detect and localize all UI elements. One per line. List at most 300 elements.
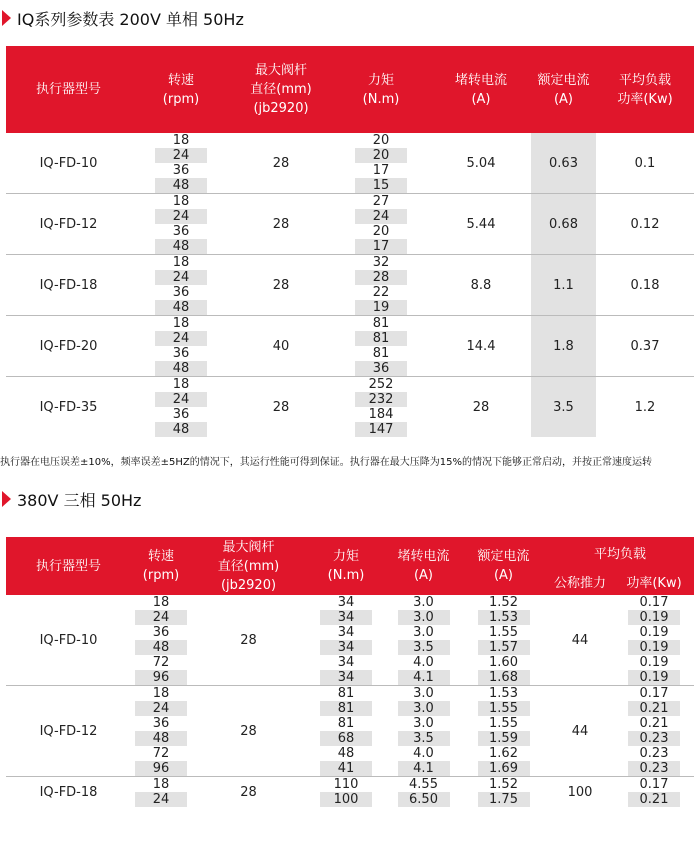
column-header-line: 功率(Kw) bbox=[626, 575, 682, 591]
torque-cell bbox=[331, 163, 431, 178]
column-header-line: 转速 bbox=[147, 549, 174, 564]
column-header-line: (N.m) bbox=[327, 568, 365, 583]
torque-value: 34 bbox=[320, 610, 372, 625]
rated-current-cell bbox=[461, 686, 546, 702]
column-header-line: 额定电流 bbox=[537, 72, 590, 88]
column-header bbox=[461, 537, 546, 595]
speed-value: 36 bbox=[172, 407, 190, 422]
triangle-marker-icon bbox=[2, 10, 11, 26]
rated-current-value: 1.69 bbox=[478, 761, 530, 776]
column-header-line: 公称推力 bbox=[553, 575, 606, 591]
torque-cell bbox=[331, 239, 431, 255]
speed-value: 18 bbox=[172, 316, 190, 331]
speed-cell bbox=[131, 316, 231, 332]
speed-value: 36 bbox=[172, 224, 190, 239]
column-header-line: 直径(mm) bbox=[217, 558, 280, 574]
power-value: 0.19 bbox=[639, 625, 669, 640]
rated-current-cell bbox=[461, 701, 546, 716]
column-header bbox=[531, 46, 596, 133]
speed-value: 36 bbox=[172, 346, 190, 361]
power-cell bbox=[614, 746, 694, 761]
stall-current-cell bbox=[386, 670, 461, 686]
power-value: 0.21 bbox=[628, 701, 680, 716]
stall-current-cell: 5.04 bbox=[466, 155, 496, 171]
speed-value: 36 bbox=[152, 716, 170, 731]
speed-cell bbox=[131, 731, 191, 746]
column-header bbox=[191, 537, 306, 595]
power-cell bbox=[614, 716, 694, 731]
torque-cell bbox=[331, 194, 431, 210]
rated-current-value: 1.59 bbox=[478, 731, 530, 746]
stall-current-value: 3.0 bbox=[413, 686, 434, 701]
rated-current-value: 1.68 bbox=[478, 670, 530, 685]
torque-cell bbox=[306, 731, 386, 746]
torque-cell bbox=[331, 392, 431, 407]
stall-current-value: 4.55 bbox=[409, 777, 438, 792]
speed-value: 18 bbox=[172, 194, 190, 209]
column-header bbox=[131, 537, 191, 595]
diameter-cell: 28 bbox=[240, 632, 257, 648]
column-header bbox=[596, 46, 694, 133]
torque-value: 17 bbox=[372, 163, 390, 178]
stall-current-cell: 14.4 bbox=[431, 316, 531, 377]
speed-cell bbox=[131, 270, 231, 285]
rated-current-cell: 3.5 bbox=[531, 377, 596, 438]
torque-cell bbox=[331, 148, 431, 163]
triangle-marker-icon bbox=[2, 491, 11, 507]
torque-cell bbox=[306, 716, 386, 731]
model-cell: IQ-FD-10 bbox=[39, 632, 98, 648]
power-cell bbox=[614, 792, 694, 807]
stall-current-cell bbox=[386, 625, 461, 640]
model-cell: IQ-FD-12 bbox=[6, 686, 131, 777]
column-header-line: (jb2920) bbox=[220, 577, 277, 593]
speed-cell bbox=[131, 686, 191, 702]
rated-current-cell bbox=[461, 610, 546, 625]
torque-value: 232 bbox=[355, 392, 407, 407]
speed-cell bbox=[131, 377, 231, 393]
torque-value: 68 bbox=[320, 731, 372, 746]
speed-value: 48 bbox=[155, 361, 207, 376]
speed-value: 18 bbox=[172, 377, 190, 392]
section1-title-text: IQ系列参数表 200V 单相 50Hz bbox=[17, 9, 244, 29]
torque-value: 32 bbox=[372, 255, 390, 270]
stall-current-cell bbox=[386, 701, 461, 716]
power-value: 0.19 bbox=[628, 670, 680, 685]
speed-cell bbox=[131, 209, 231, 224]
stall-current-cell bbox=[386, 655, 461, 670]
rated-current-value: 1.52 bbox=[489, 777, 518, 792]
speed-cell bbox=[131, 255, 231, 271]
rated-current-value: 1.55 bbox=[489, 625, 518, 640]
stall-current-cell bbox=[386, 761, 461, 777]
power-cell: 0.37 bbox=[596, 316, 694, 377]
speed-value: 48 bbox=[135, 731, 187, 746]
torque-value: 27 bbox=[372, 194, 390, 209]
power-cell bbox=[614, 731, 694, 746]
torque-value: 24 bbox=[355, 209, 407, 224]
section2-title bbox=[2, 484, 141, 514]
stall-current-value: 6.50 bbox=[398, 792, 450, 807]
torque-value: 147 bbox=[355, 422, 407, 437]
torque-cell bbox=[331, 422, 431, 437]
table-row bbox=[6, 255, 694, 271]
stall-current-value: 3.0 bbox=[413, 595, 434, 610]
power-value: 0.17 bbox=[639, 686, 669, 701]
stall-current-cell bbox=[386, 792, 461, 807]
column-header-line: (A) bbox=[471, 91, 491, 107]
torque-cell bbox=[331, 209, 431, 224]
torque-value: 81 bbox=[337, 716, 355, 731]
column-header-line: 最大阀杆 bbox=[222, 539, 275, 555]
speed-value: 18 bbox=[172, 255, 190, 270]
column-header bbox=[231, 46, 331, 133]
section2-title-text: 380V 三相 50Hz bbox=[17, 490, 142, 510]
stall-current-cell bbox=[386, 777, 461, 793]
speed-value: 24 bbox=[155, 392, 207, 407]
stall-current-value: 4.1 bbox=[398, 670, 450, 685]
column-header bbox=[431, 46, 531, 133]
model-cell: IQ-FD-10 bbox=[39, 155, 98, 171]
rated-current-value: 1.53 bbox=[489, 686, 518, 701]
column-header-line: 平均负载 bbox=[594, 546, 647, 562]
stall-current-cell bbox=[386, 731, 461, 746]
torque-cell bbox=[306, 746, 386, 761]
rated-current-cell bbox=[461, 716, 546, 731]
stall-current-value: 3.5 bbox=[398, 640, 450, 655]
rated-current-cell bbox=[461, 731, 546, 746]
thrust-cell: 100 bbox=[546, 777, 614, 808]
power-cell bbox=[614, 670, 694, 686]
power-cell bbox=[614, 777, 694, 793]
column-header-line: 最大阀杆 bbox=[254, 63, 307, 78]
column-header bbox=[306, 537, 386, 595]
torque-value: 19 bbox=[355, 300, 407, 315]
torque-cell bbox=[306, 595, 386, 610]
torque-value: 100 bbox=[320, 792, 372, 807]
speed-cell bbox=[131, 346, 231, 361]
speed-value: 24 bbox=[135, 610, 187, 625]
speed-cell bbox=[131, 655, 191, 670]
column-header-line: 执行器型号 bbox=[35, 558, 101, 574]
torque-value: 81 bbox=[355, 331, 407, 346]
speed-value: 18 bbox=[152, 777, 170, 792]
stall-current-cell bbox=[386, 686, 461, 702]
speed-value: 36 bbox=[172, 285, 190, 300]
torque-cell bbox=[306, 625, 386, 640]
torque-value: 28 bbox=[355, 270, 407, 285]
torque-value: 41 bbox=[320, 761, 372, 776]
table-row bbox=[6, 686, 694, 702]
speed-value: 18 bbox=[152, 595, 170, 610]
speed-cell bbox=[131, 422, 231, 437]
speed-value: 24 bbox=[155, 148, 207, 163]
power-cell: 0.12 bbox=[596, 194, 694, 255]
power-cell bbox=[614, 640, 694, 655]
rated-current-cell: 0.68 bbox=[531, 194, 596, 255]
rated-current-cell bbox=[461, 655, 546, 670]
torque-value: 81 bbox=[372, 346, 390, 361]
stall-current-cell bbox=[386, 746, 461, 761]
torque-cell bbox=[306, 777, 386, 793]
column-header-line: (A) bbox=[493, 568, 514, 583]
stall-current-value: 3.5 bbox=[398, 731, 450, 746]
table-row bbox=[6, 194, 694, 210]
torque-value: 34 bbox=[320, 640, 372, 655]
rated-current-value: 1.62 bbox=[489, 746, 518, 761]
torque-value: 20 bbox=[372, 133, 390, 148]
table-row bbox=[6, 377, 694, 393]
torque-cell bbox=[306, 640, 386, 655]
column-header bbox=[6, 46, 131, 133]
torque-cell bbox=[331, 285, 431, 300]
speed-value: 72 bbox=[152, 746, 170, 761]
torque-value: 15 bbox=[355, 178, 407, 193]
speed-value: 24 bbox=[135, 792, 187, 807]
speed-value: 36 bbox=[152, 625, 170, 640]
torque-cell bbox=[331, 224, 431, 239]
diameter-cell: 28 bbox=[272, 155, 290, 171]
rated-current-cell bbox=[461, 640, 546, 655]
column-header-line: (jb2920) bbox=[253, 101, 309, 116]
torque-cell bbox=[331, 178, 431, 194]
torque-value: 34 bbox=[337, 625, 355, 640]
torque-cell bbox=[306, 610, 386, 625]
power-value: 0.23 bbox=[628, 731, 680, 746]
torque-value: 81 bbox=[320, 701, 372, 716]
torque-cell bbox=[306, 701, 386, 716]
power-cell bbox=[614, 595, 694, 610]
power-cell bbox=[614, 655, 694, 670]
power-cell: 0.1 bbox=[634, 155, 656, 171]
rated-current-cell bbox=[461, 777, 546, 793]
power-value: 0.19 bbox=[628, 640, 680, 655]
speed-value: 18 bbox=[172, 133, 190, 148]
section1-title bbox=[2, 3, 244, 33]
speed-cell bbox=[131, 746, 191, 761]
stall-current-value: 3.0 bbox=[398, 610, 450, 625]
speed-cell bbox=[131, 178, 231, 194]
column-header-line: 额定电流 bbox=[477, 549, 530, 564]
speed-value: 36 bbox=[172, 163, 190, 178]
torque-cell bbox=[331, 346, 431, 361]
stall-current-value: 4.0 bbox=[413, 746, 434, 761]
diameter-cell: 28 bbox=[231, 194, 331, 255]
speed-cell bbox=[131, 595, 191, 610]
diameter-cell: 28 bbox=[191, 777, 306, 808]
rated-current-cell bbox=[461, 746, 546, 761]
rated-current-cell bbox=[461, 595, 546, 610]
speed-value: 24 bbox=[135, 701, 187, 716]
speed-cell bbox=[131, 792, 191, 807]
stall-current-cell: 28 bbox=[431, 377, 531, 438]
rated-current-value: 1.60 bbox=[489, 655, 518, 670]
speed-cell bbox=[131, 163, 231, 178]
speed-value: 24 bbox=[155, 270, 207, 285]
speed-value: 48 bbox=[155, 422, 207, 437]
torque-cell bbox=[331, 361, 431, 377]
model-cell: IQ-FD-20 bbox=[6, 316, 131, 377]
speed-cell bbox=[131, 392, 231, 407]
torque-cell bbox=[331, 270, 431, 285]
torque-cell bbox=[331, 316, 431, 332]
torque-value: 81 bbox=[337, 686, 355, 701]
torque-value: 17 bbox=[355, 239, 407, 254]
power-cell bbox=[614, 761, 694, 777]
column-header-line: (N.m) bbox=[362, 91, 400, 107]
speed-cell bbox=[131, 407, 231, 422]
model-cell: IQ-FD-18 bbox=[6, 777, 131, 808]
power-cell: 1.2 bbox=[596, 377, 694, 438]
stall-current-value: 3.0 bbox=[413, 716, 434, 731]
column-header bbox=[131, 46, 231, 133]
diameter-cell: 28 bbox=[231, 377, 331, 438]
power-value: 0.19 bbox=[628, 610, 680, 625]
speed-cell bbox=[131, 148, 231, 163]
power-value: 0.21 bbox=[628, 792, 680, 807]
power-value: 0.19 bbox=[639, 655, 669, 670]
torque-value: 34 bbox=[337, 655, 355, 670]
torque-value: 48 bbox=[337, 746, 355, 761]
speed-cell bbox=[131, 777, 191, 793]
stall-current-cell bbox=[386, 595, 461, 610]
speed-cell bbox=[131, 239, 231, 255]
torque-value: 34 bbox=[320, 670, 372, 685]
rated-current-cell bbox=[461, 792, 546, 807]
torque-cell bbox=[331, 300, 431, 316]
table-row bbox=[6, 316, 694, 332]
column-header-line: 力矩 bbox=[332, 549, 359, 564]
speed-cell bbox=[131, 361, 231, 377]
torque-value: 22 bbox=[372, 285, 390, 300]
speed-value: 48 bbox=[155, 300, 207, 315]
table-header-row bbox=[6, 46, 694, 133]
torque-value: 20 bbox=[355, 148, 407, 163]
column-header bbox=[546, 571, 614, 595]
speed-cell bbox=[131, 285, 231, 300]
stall-current-cell bbox=[386, 640, 461, 655]
torque-value: 20 bbox=[372, 224, 390, 239]
column-header-line: (A) bbox=[553, 91, 574, 107]
speed-cell bbox=[131, 610, 191, 625]
column-header-line: 平均负载 bbox=[618, 72, 671, 88]
column-header-line: 直径(mm) bbox=[250, 82, 312, 97]
column-header-line: (A) bbox=[413, 568, 434, 583]
torque-cell bbox=[306, 761, 386, 777]
speed-cell bbox=[131, 194, 231, 210]
torque-value: 34 bbox=[337, 595, 355, 610]
rated-current-value: 1.57 bbox=[478, 640, 530, 655]
model-cell: IQ-FD-12 bbox=[6, 194, 131, 255]
column-header-line: 功率(Kw) bbox=[617, 91, 673, 107]
torque-cell bbox=[306, 792, 386, 807]
rated-current-value: 1.52 bbox=[489, 595, 518, 610]
thrust-cell: 44 bbox=[546, 686, 614, 777]
table-row bbox=[6, 777, 694, 793]
power-value: 0.23 bbox=[628, 761, 680, 776]
torque-cell bbox=[331, 133, 431, 148]
torque-value: 184 bbox=[368, 407, 394, 422]
rated-current-cell bbox=[461, 761, 546, 777]
speed-cell bbox=[131, 640, 191, 655]
speed-value: 24 bbox=[155, 331, 207, 346]
rated-current-cell bbox=[461, 625, 546, 640]
speed-cell bbox=[131, 625, 191, 640]
speed-value: 48 bbox=[155, 178, 207, 193]
column-header bbox=[6, 537, 131, 595]
speed-value: 72 bbox=[152, 655, 170, 670]
stall-current-cell: 8.8 bbox=[431, 255, 531, 316]
stall-current-value: 3.0 bbox=[398, 701, 450, 716]
column-header-line: 力矩 bbox=[367, 72, 394, 88]
speed-cell bbox=[131, 224, 231, 239]
rated-current-value: 1.55 bbox=[478, 701, 530, 716]
single-phase-table bbox=[6, 46, 694, 437]
speed-value: 96 bbox=[135, 670, 187, 685]
three-phase-table bbox=[6, 537, 694, 807]
thrust-cell: 44 bbox=[571, 632, 589, 648]
column-header bbox=[614, 571, 694, 595]
speed-cell bbox=[131, 716, 191, 731]
stall-current-value: 4.0 bbox=[413, 655, 434, 670]
speed-cell bbox=[131, 701, 191, 716]
power-cell bbox=[614, 610, 694, 625]
rated-current-value: 1.55 bbox=[489, 716, 518, 731]
power-value: 0.17 bbox=[639, 777, 669, 792]
stall-current-cell bbox=[386, 716, 461, 731]
torque-value: 36 bbox=[355, 361, 407, 376]
column-header-line: 执行器型号 bbox=[35, 82, 101, 97]
speed-cell bbox=[131, 133, 231, 148]
torque-cell bbox=[331, 407, 431, 422]
diameter-cell: 28 bbox=[191, 686, 306, 777]
speed-cell bbox=[131, 300, 231, 316]
stall-current-cell: 5.44 bbox=[431, 194, 531, 255]
power-cell: 0.18 bbox=[596, 255, 694, 316]
rated-current-value: 1.75 bbox=[478, 792, 530, 807]
model-cell: IQ-FD-35 bbox=[6, 377, 131, 438]
stall-current-cell bbox=[386, 610, 461, 625]
power-cell bbox=[614, 686, 694, 702]
rated-current-cell bbox=[461, 670, 546, 686]
diameter-cell: 40 bbox=[231, 316, 331, 377]
column-header-line: (rpm) bbox=[142, 568, 180, 583]
speed-value: 48 bbox=[135, 640, 187, 655]
column-header-line: 堵转电流 bbox=[454, 72, 507, 88]
column-header-line: (rpm) bbox=[162, 91, 200, 107]
rated-current-value: 1.53 bbox=[478, 610, 530, 625]
power-cell bbox=[614, 625, 694, 640]
torque-cell bbox=[331, 331, 431, 346]
table-row bbox=[6, 133, 694, 148]
speed-cell bbox=[131, 670, 191, 686]
stall-current-value: 4.1 bbox=[398, 761, 450, 776]
torque-value: 252 bbox=[368, 377, 394, 392]
column-header bbox=[331, 46, 431, 133]
table-header-row bbox=[6, 537, 694, 571]
stall-current-value: 3.0 bbox=[413, 625, 434, 640]
speed-value: 24 bbox=[155, 209, 207, 224]
speed-cell bbox=[131, 761, 191, 777]
torque-cell bbox=[331, 255, 431, 271]
power-value: 0.23 bbox=[639, 746, 669, 761]
model-cell: IQ-FD-18 bbox=[6, 255, 131, 316]
torque-value: 110 bbox=[333, 777, 359, 792]
torque-cell bbox=[306, 670, 386, 686]
column-header bbox=[546, 537, 694, 571]
power-value: 0.17 bbox=[639, 595, 669, 610]
column-header-line: 堵转电流 bbox=[397, 549, 450, 564]
